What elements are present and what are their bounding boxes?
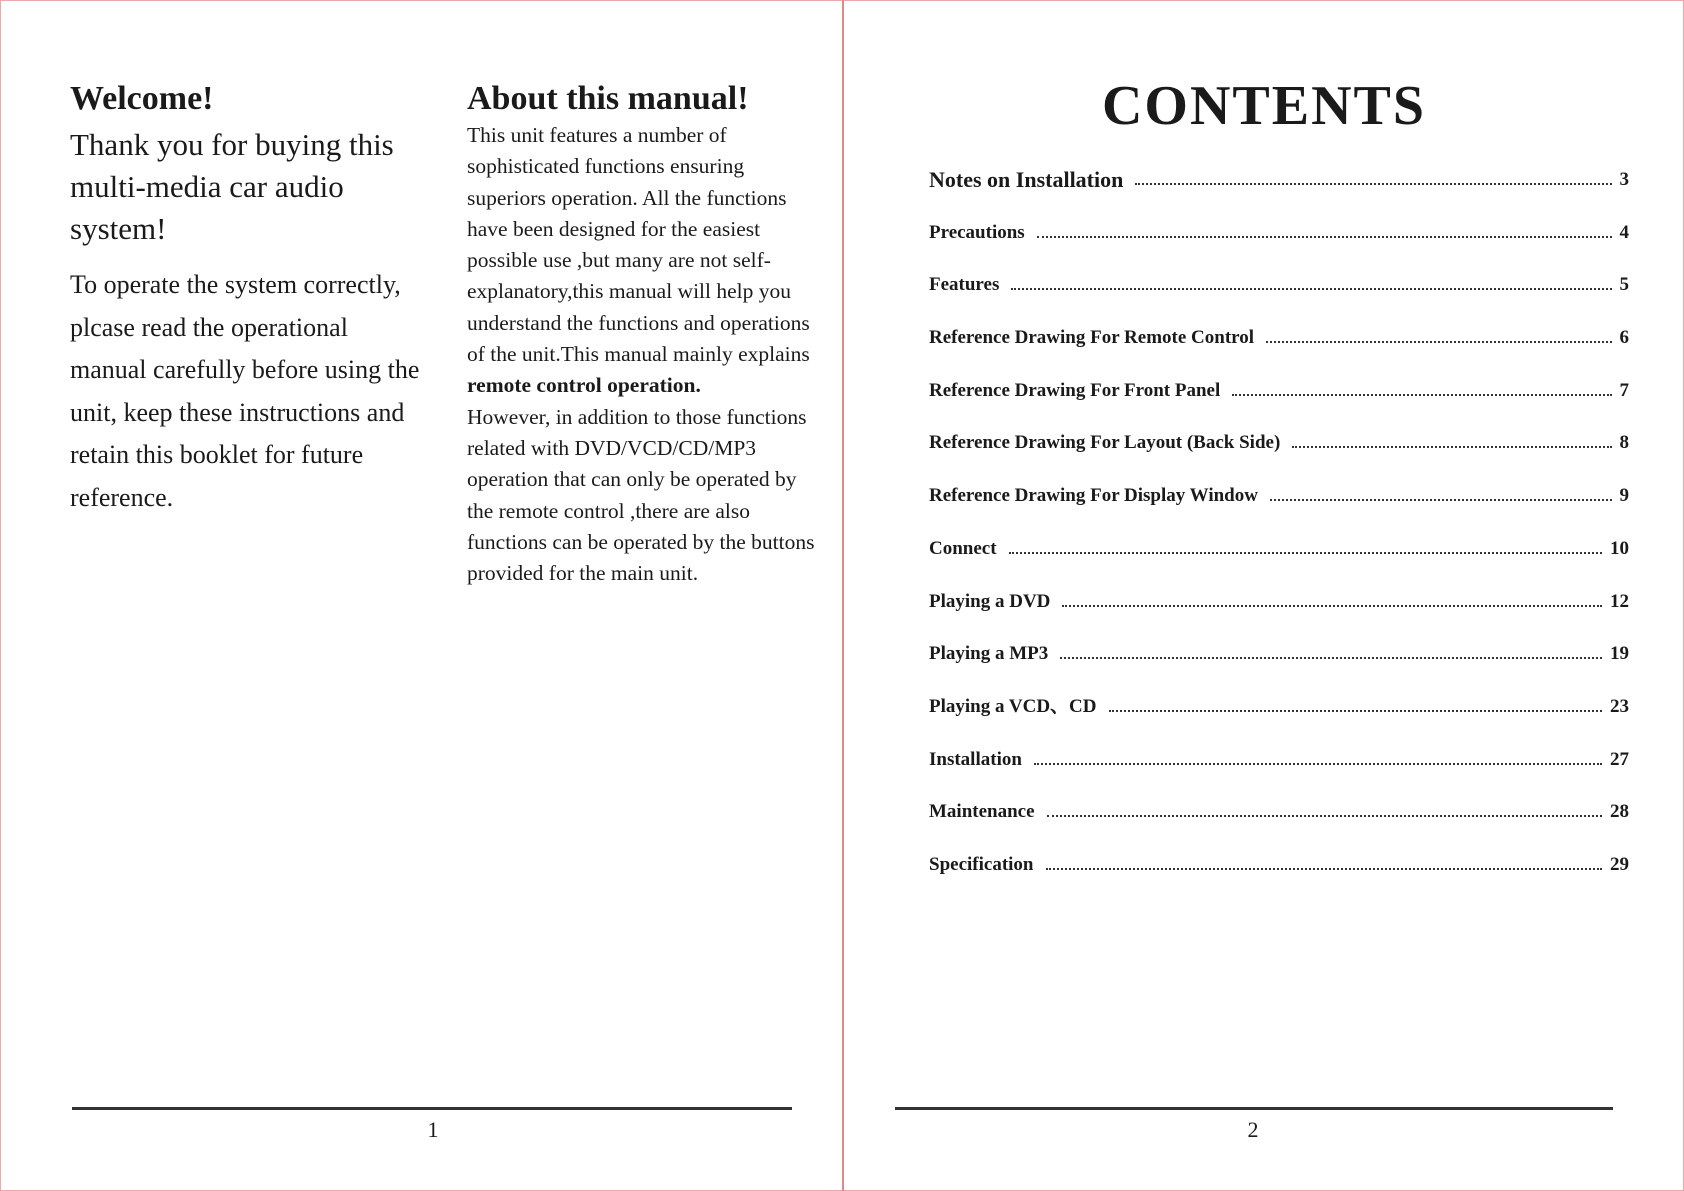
contents-heading: CONTENTS <box>1101 75 1427 137</box>
toc-entry-page: 12 <box>1610 590 1629 612</box>
welcome-lead: Thank you for buying this multi-media car audio system! <box>70 127 394 246</box>
toc-entry <box>929 798 1629 851</box>
toc-entry-page: 5 <box>1619 274 1629 296</box>
toc-entry-page: 7 <box>1619 379 1629 401</box>
toc-entry-page: 8 <box>1619 432 1629 454</box>
toc-entry-label: Specification <box>929 853 1034 875</box>
welcome-heading: Welcome! <box>70 80 214 117</box>
toc-dot-leader <box>1046 851 1603 870</box>
toc-entry-label: Features <box>929 274 1000 296</box>
toc-entry-label: Notes on Installation <box>929 167 1124 192</box>
toc-entry-page: 9 <box>1619 485 1629 507</box>
toc-entry-label: Reference Drawing For Remote Control <box>929 327 1255 349</box>
toc-entry-page: 10 <box>1610 537 1629 559</box>
welcome-section <box>70 78 430 519</box>
toc-entry-page: 19 <box>1610 643 1629 665</box>
toc-entry-label: Playing a DVD <box>929 590 1051 612</box>
toc-dot-leader <box>1292 429 1611 448</box>
toc-entry <box>929 219 1629 272</box>
toc-dot-leader <box>1135 166 1611 185</box>
toc-entry <box>929 271 1629 324</box>
toc-dot-leader <box>1011 271 1611 290</box>
footer-rule <box>895 1107 1613 1110</box>
toc-dot-leader <box>1109 693 1603 712</box>
toc-entry <box>929 851 1629 904</box>
about-heading: About this manual! <box>467 80 749 117</box>
toc-entry <box>929 640 1629 693</box>
about-body-bold: remote control operation. <box>467 373 701 398</box>
about-body-part2: However, in addition to those functions related with DVD/VCD/CD/MP3 operation that can only be operated by the remote control ,there are also functions can be operated by the buttons provided for the main unit. <box>467 404 815 586</box>
toc-entry-page: 4 <box>1619 221 1629 243</box>
footer-rule <box>72 1107 792 1110</box>
toc-entry-label: Reference Drawing For Front Panel <box>929 379 1221 401</box>
toc-dot-leader <box>1232 377 1611 396</box>
page-number: 2 <box>1247 1117 1259 1142</box>
toc-entry <box>929 482 1629 535</box>
toc-entry-label: Playing a MP3 <box>929 643 1049 665</box>
page-number: 1 <box>427 1117 439 1142</box>
toc-entry <box>929 166 1629 219</box>
toc-dot-leader <box>1037 219 1612 238</box>
toc-entry-page: 27 <box>1610 748 1629 770</box>
toc-dot-leader <box>1034 746 1602 765</box>
toc-entry <box>929 535 1629 588</box>
toc-entry <box>929 588 1629 641</box>
toc-dot-leader <box>1062 588 1602 607</box>
toc-entry <box>929 429 1629 482</box>
page-right <box>844 0 1684 1191</box>
toc-entry <box>929 377 1629 430</box>
toc-entry-label: Playing a VCD、CD <box>929 695 1097 717</box>
toc-entry-page: 28 <box>1610 801 1629 823</box>
toc-entry-label: Maintenance <box>929 801 1035 823</box>
toc-entry <box>929 693 1629 746</box>
table-of-contents <box>929 166 1629 904</box>
toc-dot-leader <box>1060 640 1602 659</box>
toc-dot-leader <box>1270 482 1612 501</box>
toc-entry <box>929 746 1629 799</box>
toc-entry-label: Connect <box>929 537 997 559</box>
welcome-body: To operate the system correctly, plcase read the operational manual carefully before using the unit, keep these instructions and retain this booklet for future reference. <box>70 270 420 512</box>
toc-dot-leader <box>1047 798 1602 817</box>
toc-entry-label: Reference Drawing For Display Window <box>929 485 1258 507</box>
toc-entry-page: 23 <box>1610 695 1629 717</box>
about-body-part1: This unit features a number of sophisticated functions ensuring superiors operation. All the functions have been designed for the easiest possible use ,but many are not self-explanatory,this manual will help you understand the functions and operations of the unit.This manual mainly explains <box>467 123 810 367</box>
about-body <box>467 120 827 589</box>
about-section <box>467 78 827 589</box>
toc-dot-leader <box>1009 535 1602 554</box>
toc-entry-page: 3 <box>1619 169 1629 190</box>
toc-entry-label: Installation <box>929 748 1022 770</box>
toc-entry-label: Reference Drawing For Layout (Back Side) <box>929 432 1281 454</box>
toc-entry-page: 29 <box>1610 853 1629 875</box>
toc-entry-label: Precautions <box>929 221 1025 243</box>
toc-dot-leader <box>1266 324 1611 343</box>
toc-entry <box>929 324 1629 377</box>
toc-entry-page: 6 <box>1619 327 1629 349</box>
